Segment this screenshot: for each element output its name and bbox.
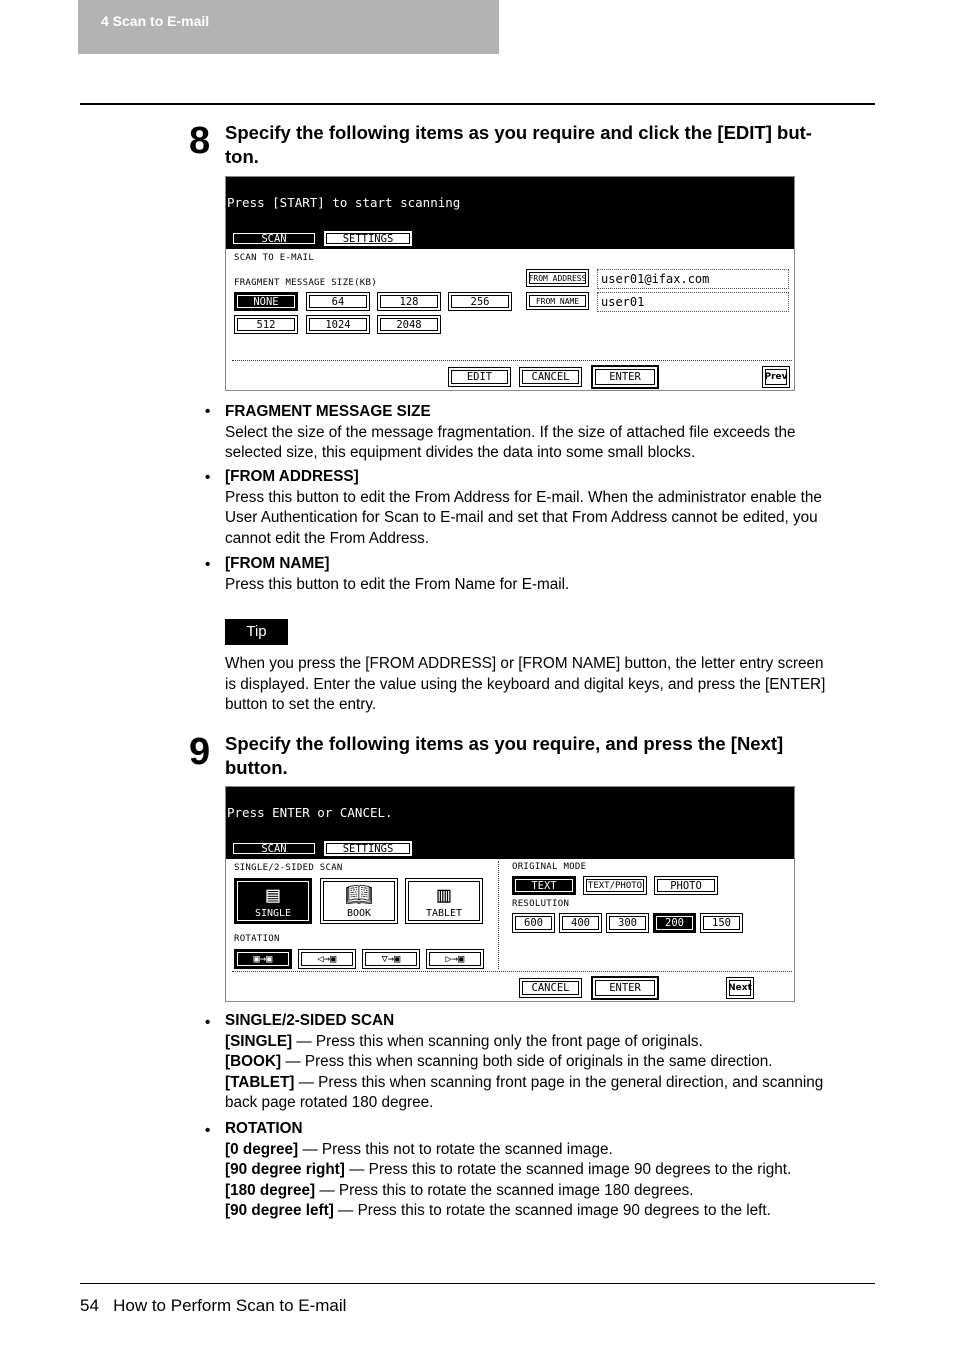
bullet-icon: • <box>205 556 211 573</box>
entry-tail: back page rotated 180 degree. <box>225 1094 434 1111</box>
prev-button[interactable]: Prev <box>762 366 790 388</box>
vertical-divider <box>498 861 499 969</box>
single-button[interactable] <box>234 878 312 924</box>
entry-single <box>225 1032 875 1053</box>
rotation-180-button[interactable] <box>362 949 420 969</box>
from-address-button[interactable]: FROM ADDRESS <box>526 269 589 287</box>
rotation-90-right-button[interactable] <box>298 949 356 969</box>
item-line: cannot edit the From Address. <box>225 529 430 547</box>
page-number: 54 <box>80 1296 99 1315</box>
entry-90-right <box>225 1160 875 1181</box>
size-64-button[interactable]: 64 <box>306 292 370 311</box>
resolution-200-button[interactable]: 200 <box>653 913 696 933</box>
item-head: SINGLE/2-SIDED SCAN <box>225 1012 395 1029</box>
entry-desc: — Press this when scanning front page in the general direction, and scanning <box>294 1073 824 1091</box>
footer <box>80 1296 346 1316</box>
rotation-90-left-icon: ▷→▣ <box>445 953 465 965</box>
divider <box>232 971 792 972</box>
tablet-label: TABLET <box>425 907 463 919</box>
entry-key: [TABLET] <box>225 1073 295 1091</box>
step-9-instruction <box>225 732 875 780</box>
book-button[interactable] <box>320 878 398 924</box>
tab-scan[interactable]: SCAN <box>230 840 318 857</box>
tab-settings[interactable]: SETTINGS <box>323 840 413 857</box>
tip-line: is displayed. Enter the value using the keyboard and digital keys, and press the [ENTER] <box>225 675 826 693</box>
mode-photo-button[interactable]: PHOTO <box>654 876 718 895</box>
step-9-line-1: Specify the following items as you require, and press the [Next] <box>225 733 784 754</box>
next-button[interactable]: Next <box>726 977 754 999</box>
rotation-label: ROTATION <box>234 934 280 944</box>
bullet-icon: • <box>205 1122 211 1139</box>
tab-scan[interactable]: SCAN <box>230 230 318 247</box>
resolution-300-button[interactable]: 300 <box>606 913 649 933</box>
rotation-90-left-button[interactable] <box>426 949 484 969</box>
tablet-button[interactable] <box>405 878 483 924</box>
entry-book <box>225 1052 875 1073</box>
entry-desc: — Press this not to rotate the scanned image. <box>298 1140 613 1158</box>
entry-desc: — Press this to rotate the scanned image 90 degrees to the left. <box>333 1202 771 1219</box>
rotation-0-icon: ▣→▣ <box>253 953 273 965</box>
item-fragment-size <box>225 402 875 464</box>
rotation-90-right-icon: ◁→▣ <box>317 953 337 965</box>
entry-key: [90 degree right] <box>225 1161 345 1178</box>
scan-email-settings-screen <box>225 176 795 391</box>
item-from-name <box>225 554 875 595</box>
enter-button[interactable]: ENTER <box>591 976 659 1000</box>
screen-message: Press [START] to start scanning <box>227 195 461 210</box>
mode-text-photo-button[interactable]: TEXT/PHOTO <box>583 876 647 895</box>
resolution-label: RESOLUTION <box>512 899 570 909</box>
resolution-400-button[interactable]: 400 <box>559 913 602 933</box>
chapter-tab <box>78 0 499 54</box>
section-label: SCAN TO E-MAIL <box>234 253 315 263</box>
entry-0-degree <box>225 1140 875 1161</box>
book-icon: 📖︎ <box>345 882 373 908</box>
rotation-0-button[interactable] <box>234 949 292 969</box>
from-address-field[interactable]: user01@ifax.com <box>597 269 789 289</box>
mode-text-button[interactable]: TEXT <box>512 876 576 895</box>
footer-title: How to Perform Scan to E-mail <box>113 1296 347 1315</box>
entry-key: [SINGLE] <box>225 1032 293 1050</box>
item-line: Press this button to edit the From Name for E-mail. <box>225 575 570 593</box>
step-9-line-2: button. <box>225 757 288 778</box>
bottom-rule <box>80 1283 875 1284</box>
tablet-icon: ▥ <box>437 882 451 908</box>
entry-desc: — Press this when scanning only the front page of originals. <box>292 1032 703 1050</box>
bullet-icon: • <box>205 469 211 486</box>
entry-key: [0 degree] <box>225 1140 299 1158</box>
single-page-icon: ▤ <box>266 882 280 908</box>
size-512-button[interactable]: 512 <box>234 315 298 334</box>
from-name-button[interactable]: FROM NAME <box>526 292 589 310</box>
entry-key: [BOOK] <box>225 1053 282 1070</box>
screen-message: Press ENTER or CANCEL. <box>227 805 393 820</box>
item-head: ROTATION <box>225 1120 303 1137</box>
step-8-line-2: ton. <box>225 146 259 167</box>
size-2048-button[interactable]: 2048 <box>377 315 441 334</box>
item-from-address <box>225 467 875 549</box>
resolution-600-button[interactable]: 600 <box>512 913 555 933</box>
step-number-8: 8 <box>189 120 211 162</box>
tip-text <box>225 654 875 716</box>
bullet-icon: • <box>205 403 211 420</box>
item-head: [FROM ADDRESS] <box>225 468 359 485</box>
tab-settings[interactable]: SETTINGS <box>323 230 413 247</box>
entry-desc: — Press this to rotate the scanned image 90 degrees to the right. <box>344 1161 792 1178</box>
entry-key: [180 degree] <box>225 1181 316 1199</box>
tip-line: When you press the [FROM ADDRESS] or [FROM NAME] button, the letter entry screen <box>225 655 824 672</box>
entry-tablet <box>225 1073 875 1094</box>
enter-button[interactable]: ENTER <box>591 365 659 389</box>
from-name-field[interactable]: user01 <box>597 292 789 312</box>
step-number-9: 9 <box>189 731 211 773</box>
entry-desc: — Press this to rotate the scanned image 180 degrees. <box>315 1181 694 1199</box>
single-label: SINGLE <box>254 907 292 919</box>
step-8-instruction <box>225 121 875 169</box>
rotation-180-icon: ▽→▣ <box>381 953 401 965</box>
entry-key: [90 degree left] <box>225 1202 334 1219</box>
entry-desc: — Press this when scanning both side of originals in the same direction. <box>281 1053 773 1070</box>
size-1024-button[interactable]: 1024 <box>306 315 370 334</box>
item-line: Press this button to edit the From Address for E-mail. When the administrator enable the <box>225 488 822 506</box>
book-label: BOOK <box>346 907 372 919</box>
step-8-line-1: Specify the following items as you require and click the [EDIT] but- <box>225 122 812 143</box>
original-mode-label: ORIGINAL MODE <box>512 862 587 872</box>
top-rule <box>80 103 875 105</box>
tip-line: button to set the entry. <box>225 696 377 713</box>
divider <box>232 360 792 361</box>
size-none-button[interactable]: NONE <box>234 292 298 311</box>
size-128-button[interactable]: 128 <box>377 292 441 311</box>
item-rotation <box>225 1119 875 1222</box>
scan-settings-screen <box>225 786 795 1002</box>
sided-scan-label: SINGLE/2-SIDED SCAN <box>234 863 343 873</box>
tip-label: Tip <box>225 619 288 645</box>
resolution-150-button[interactable]: 150 <box>700 913 743 933</box>
size-256-button[interactable]: 256 <box>448 292 512 311</box>
item-head: FRAGMENT MESSAGE SIZE <box>225 403 431 420</box>
bullet-icon: • <box>205 1014 211 1031</box>
item-line: selected size, this equipment divides the data into some small blocks. <box>225 444 696 461</box>
item-sided-scan <box>225 1011 875 1114</box>
chapter-title: 4 Scan to E-mail <box>101 13 210 29</box>
entry-90-left <box>225 1201 875 1222</box>
item-head: [FROM NAME] <box>225 555 330 572</box>
fragment-size-label: FRAGMENT MESSAGE SIZE(KB) <box>234 278 377 288</box>
cancel-button[interactable]: CANCEL <box>519 367 582 387</box>
item-line: User Authentication for Scan to E-mail and set that From Address cannot be edited, you <box>225 509 818 526</box>
edit-button[interactable]: EDIT <box>448 367 511 387</box>
item-line: Select the size of the message fragmentation. If the size of attached file exceeds the <box>225 423 796 441</box>
cancel-button[interactable]: CANCEL <box>519 978 582 998</box>
entry-180 <box>225 1181 875 1202</box>
